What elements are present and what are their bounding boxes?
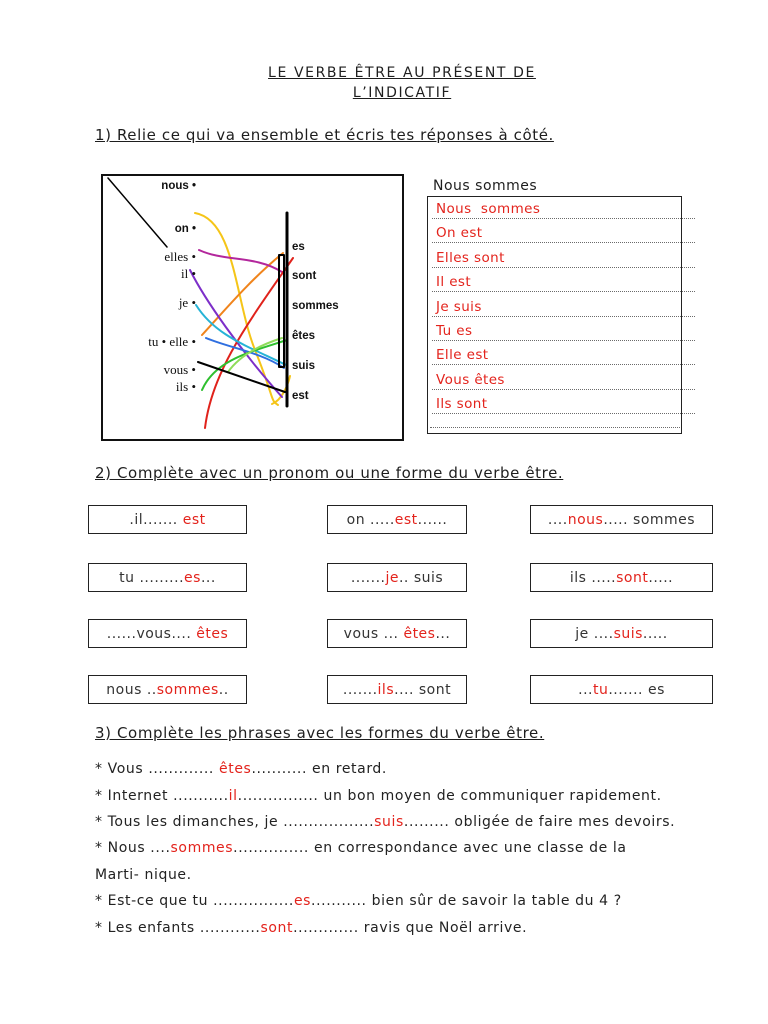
- answer-text: est: [182, 511, 206, 528]
- verb-label-est: est: [292, 390, 309, 402]
- answer-line: [432, 370, 695, 390]
- given-text: .. suis: [398, 569, 444, 586]
- given-text: .......: [350, 569, 386, 586]
- title-line-2: L’INDICATIF: [352, 85, 452, 101]
- sentence-line: [95, 839, 627, 857]
- given-text: vous ...: [343, 625, 404, 642]
- sentence-text: * Est-ce que tu ................: [95, 893, 294, 909]
- answer-line: [432, 321, 695, 341]
- verb-label-sommes: sommes: [292, 300, 339, 312]
- verb-label-es: es: [292, 241, 305, 253]
- sentence-text: ................ un bon moyen de communiquer rapidement.: [237, 788, 662, 804]
- answer-text: es: [184, 569, 201, 586]
- matching-line-green: [202, 340, 287, 390]
- pronoun-label-on: on •: [174, 223, 196, 235]
- answer-line: [432, 394, 695, 414]
- fill-box: [327, 563, 467, 592]
- pronoun-label-tu-elle: tu • elle •: [148, 334, 196, 349]
- fill-box: [530, 505, 713, 534]
- worksheet-title: [200, 63, 604, 103]
- verb-label-suis: suis: [292, 360, 316, 372]
- given-text: .....: [648, 569, 674, 586]
- verb-label-sont: sont: [292, 270, 317, 282]
- answer-text: Tu es: [436, 323, 473, 339]
- sentence-line: [95, 866, 192, 884]
- matching-line-magenta: [199, 250, 282, 272]
- sentence-text: * Nous ....: [95, 840, 171, 856]
- fill-box: [88, 619, 247, 648]
- given-text: nous ..: [106, 681, 157, 698]
- sentence-text: ........... en retard.: [251, 761, 387, 777]
- answer-text: est: [394, 511, 418, 528]
- given-text: ...: [200, 569, 216, 586]
- answer-text: On est: [436, 225, 483, 241]
- given-text: je ....: [575, 625, 614, 642]
- verb-label-etes: êtes: [292, 330, 316, 342]
- given-text: ..: [218, 681, 229, 698]
- pronoun-label-vous: vous •: [163, 362, 196, 377]
- pronoun-label-je: je •: [178, 295, 196, 310]
- given-text: .......: [342, 681, 378, 698]
- sentence-text: ......... obligée de faire mes devoirs.: [403, 814, 676, 830]
- fill-box: [88, 563, 247, 592]
- given-text: ..... sommes: [603, 511, 696, 528]
- answer-text: es: [293, 893, 312, 909]
- answer-line: [432, 345, 695, 365]
- sentence-text: * Les enfants ............: [95, 920, 261, 936]
- given-text: ......vous....: [106, 625, 197, 642]
- answer-text: sommes: [156, 681, 219, 698]
- fill-box: [327, 505, 467, 534]
- answer-text: Elle est: [436, 347, 489, 363]
- title-line-1: LE VERBE ÊTRE AU PRÉSENT DE: [268, 65, 536, 81]
- example-answer: Nous sommes: [433, 178, 538, 194]
- section-1-heading: 1) Relie ce qui va ensemble et écris tes réponses à côté.: [95, 126, 554, 144]
- sentence-text: Marti- nique.: [95, 867, 192, 883]
- given-text: ...: [435, 625, 451, 642]
- given-text: tu .........: [119, 569, 185, 586]
- answer-text: ils: [377, 681, 395, 698]
- given-text: ....... es: [608, 681, 665, 698]
- given-text: ...: [578, 681, 593, 698]
- answer-text: sommes: [170, 840, 234, 856]
- given-text: ils .....: [569, 569, 617, 586]
- answer-text: tu: [592, 681, 609, 698]
- given-text: .il.......: [129, 511, 183, 528]
- answer-line: [432, 199, 695, 219]
- answer-text: Je suis: [436, 299, 482, 315]
- answer-text: il: [228, 788, 238, 804]
- answer-text: Ils sont: [436, 396, 488, 412]
- sentence-text: ............. ravis que Noël arrive.: [293, 920, 528, 936]
- sentence-line: [95, 760, 387, 778]
- fill-box: [88, 505, 247, 534]
- section-3-heading: 3) Complète les phrases avec les formes du verbe être.: [95, 724, 545, 742]
- given-text: ......: [417, 511, 448, 528]
- sentence-text: ........... bien sûr de savoir la table du 4 ?: [311, 893, 622, 909]
- pronoun-label-elles: elles •: [164, 249, 196, 264]
- answer-line: [432, 223, 695, 243]
- answer-line: [432, 297, 695, 317]
- answer-text: je: [385, 569, 399, 586]
- fill-box: [530, 563, 713, 592]
- given-text: .....: [642, 625, 668, 642]
- answer-text: Nous sommes: [436, 201, 541, 217]
- answer-text: sont: [260, 920, 294, 936]
- pronoun-label-il: il •: [180, 266, 196, 281]
- fill-box: [327, 619, 467, 648]
- sentence-line: [95, 919, 527, 937]
- answer-text: sont: [616, 569, 649, 586]
- sentence-text: * Tous les dimanches, je ..................: [95, 814, 375, 830]
- answer-text: êtes: [219, 761, 252, 777]
- fill-box: [327, 675, 467, 704]
- sentence-line: [95, 813, 675, 831]
- pronoun-label-nous: nous •: [161, 180, 196, 192]
- fill-box: [88, 675, 247, 704]
- fill-box: [530, 675, 713, 704]
- given-text: ....: [547, 511, 568, 528]
- pronoun-label-ils: ils •: [175, 379, 196, 394]
- answer-text: Il est: [436, 274, 472, 290]
- fill-box: [530, 619, 713, 648]
- sentence-text: ............... en correspondance avec une classe de la: [233, 840, 627, 856]
- given-text: .... sont: [394, 681, 452, 698]
- given-text: on .....: [346, 511, 395, 528]
- answer-text: êtes: [196, 625, 229, 642]
- answer-text: Vous êtes: [436, 372, 505, 388]
- matching-exercise-box: [101, 174, 404, 441]
- sentence-text: * Internet ...........: [95, 788, 229, 804]
- answer-text: suis: [613, 625, 643, 642]
- answer-text: Elles sont: [436, 250, 505, 266]
- sentence-line: [95, 892, 622, 910]
- sentence-line: [95, 787, 662, 805]
- section-2-heading: 2) Complète avec un pronom ou une forme du verbe être.: [95, 464, 564, 482]
- answer-line: [432, 248, 695, 268]
- answer-text: nous: [567, 511, 604, 528]
- empty-answer-line: [430, 427, 680, 428]
- answer-text: êtes: [403, 625, 436, 642]
- sentence-text: * Vous .............: [95, 761, 220, 777]
- answer-text: suis: [374, 814, 404, 830]
- answer-line: [432, 272, 695, 292]
